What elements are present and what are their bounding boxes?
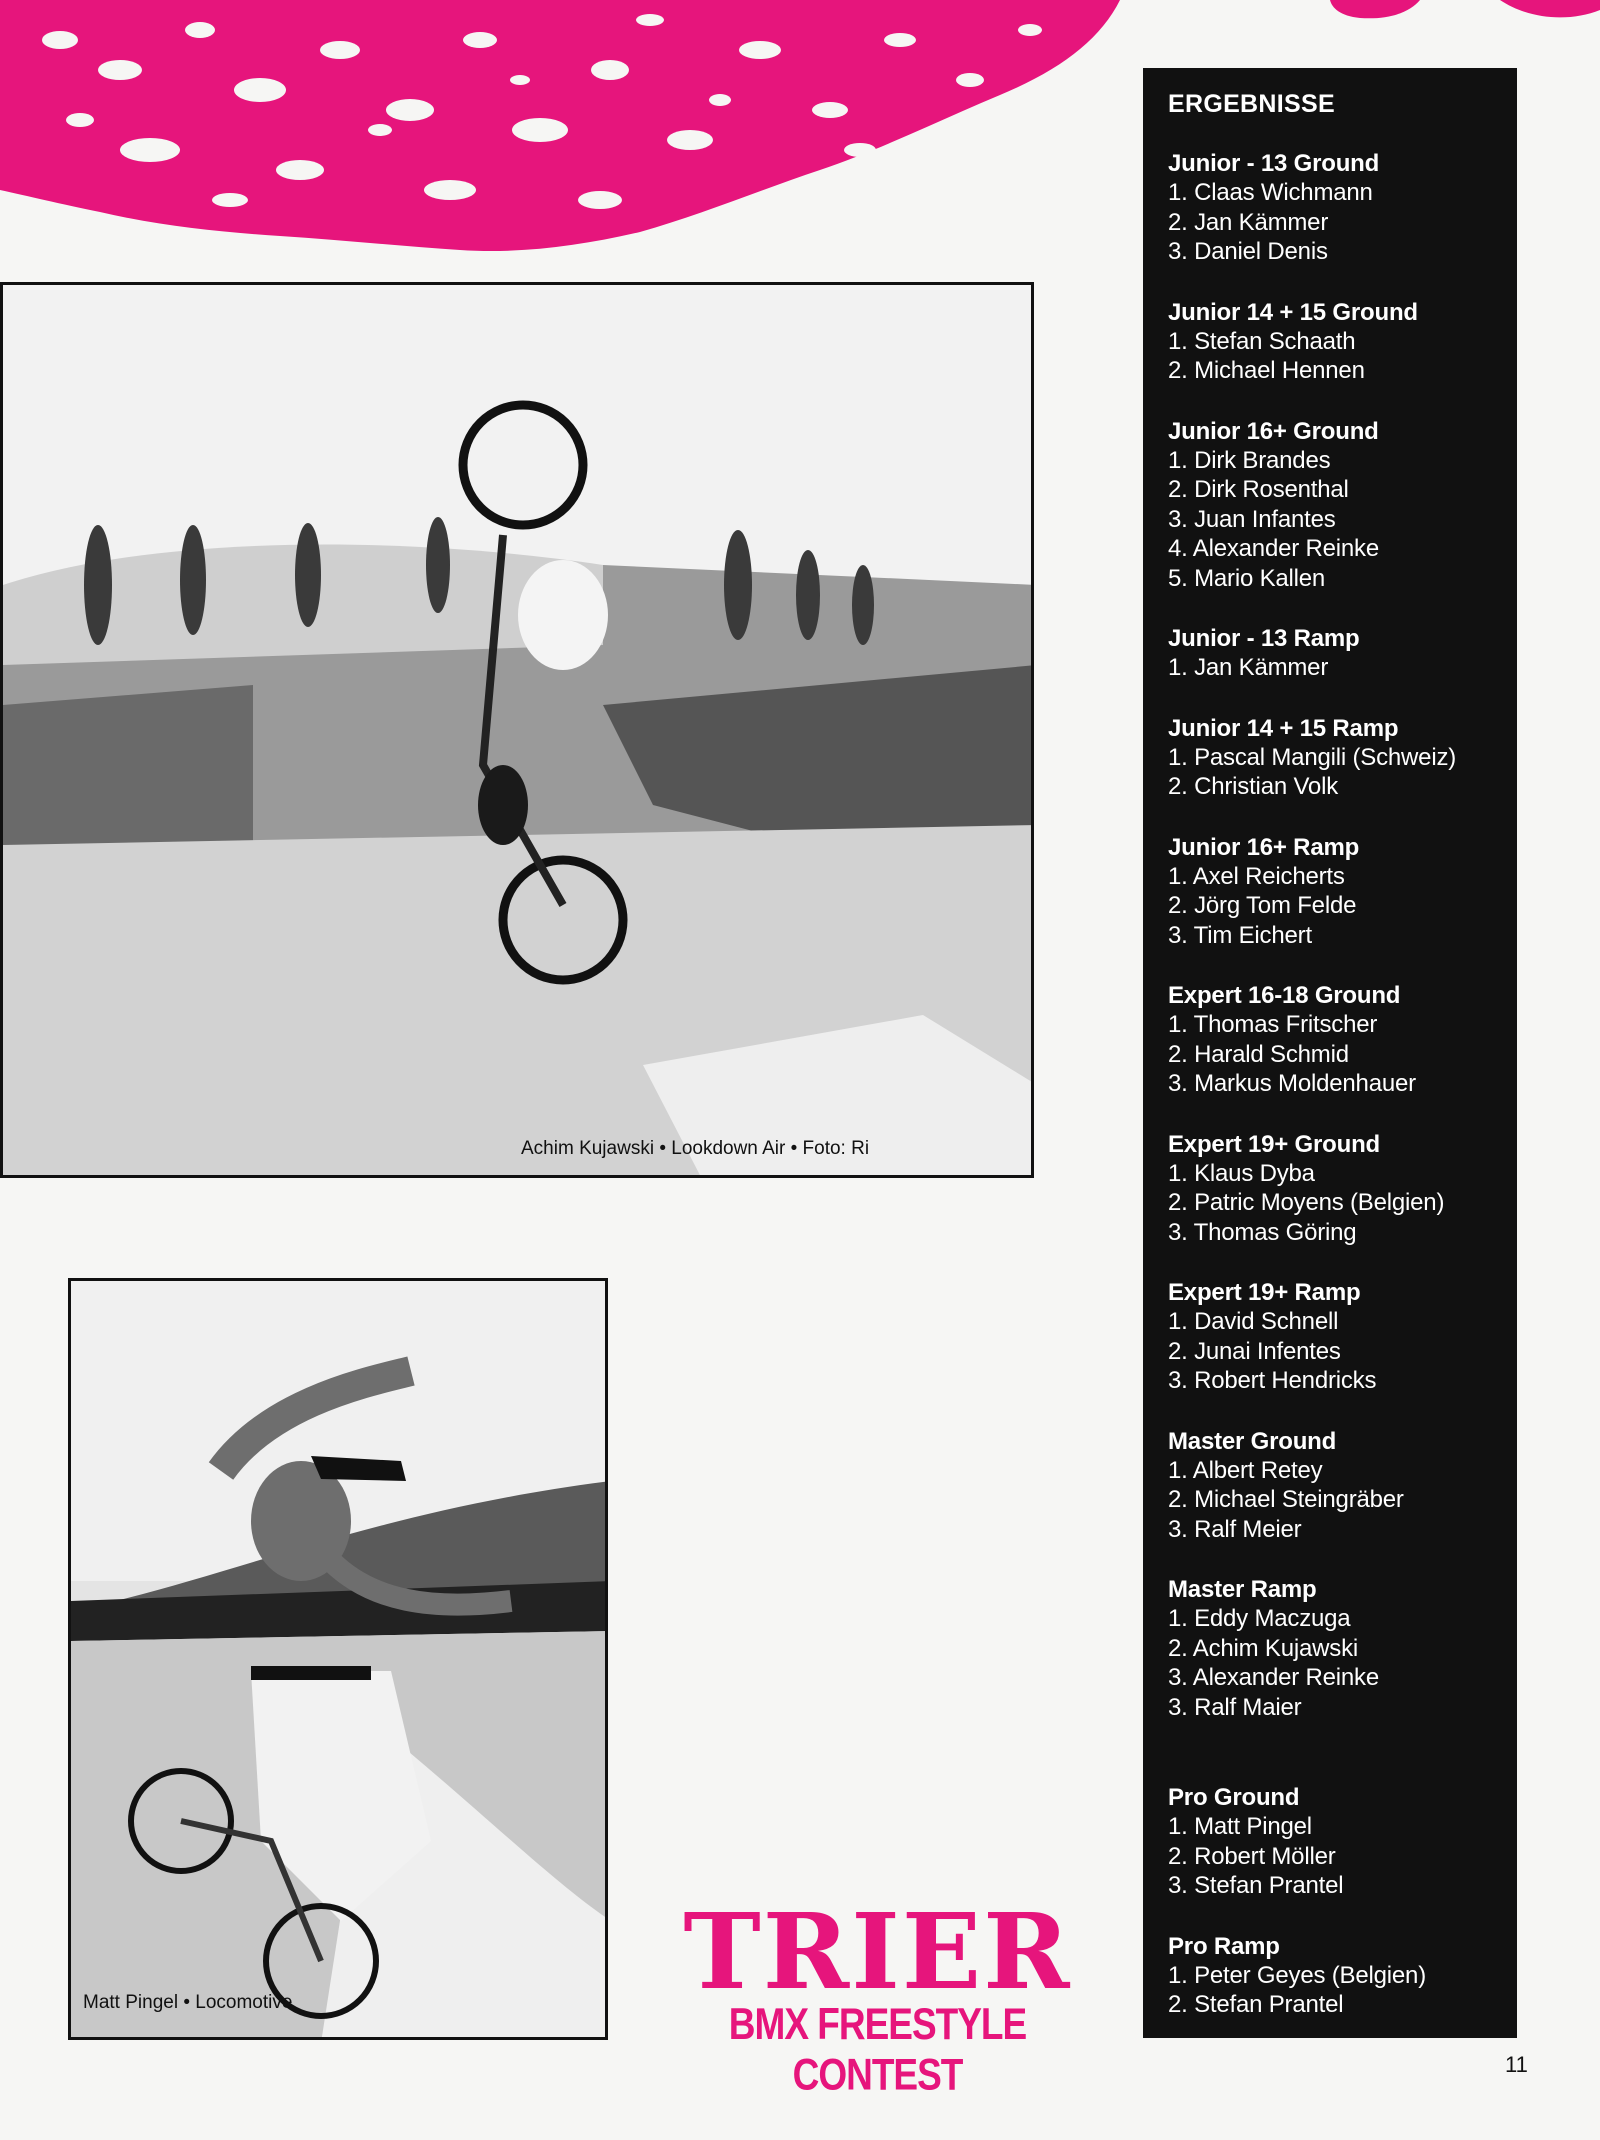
result-entry: 1. Axel Reicherts	[1168, 862, 1345, 890]
category-title: Junior - 13 Ground	[1168, 150, 1380, 177]
result-entry: 3. Stefan Prantel	[1168, 1872, 1344, 1899]
result-entry: 2. Michael Steingräber	[1168, 1486, 1404, 1513]
result-entry: 3. Markus Moldenhauer	[1168, 1070, 1416, 1097]
contest-title: TRIER	[683, 1890, 1072, 2013]
photo-illustration-2	[71, 1281, 608, 2040]
result-entry: 3. Tim Eichert	[1168, 921, 1312, 949]
result-entry: 1. Jan Kämmer	[1168, 654, 1329, 681]
result-entry: 3. Daniel Denis	[1168, 238, 1328, 265]
category-title: Expert 19+ Ground	[1168, 1130, 1380, 1158]
result-entry: 2. Christian Volk	[1168, 773, 1339, 800]
result-entry: 2. Junai Infentes	[1168, 1337, 1341, 1365]
result-entry: 1. Peter Geyes (Belgien)	[1168, 1961, 1426, 1989]
result-entry: 1. Stefan Schaath	[1168, 327, 1356, 355]
category-title: Junior 16+ Ground	[1168, 417, 1379, 445]
category-title: Pro Ramp	[1168, 1932, 1280, 1960]
result-entry: 1. Pascal Mangili (Schweiz)	[1168, 743, 1457, 771]
result-entry: 2. Robert Möller	[1168, 1842, 1336, 1870]
category-title: Pro Ground	[1168, 1784, 1300, 1811]
result-category	[1168, 417, 1517, 594]
category-title: Junior 14 + 15 Ground	[1168, 298, 1418, 326]
bottom-photo-caption: Matt Pingel • Locomotive	[83, 1992, 293, 2013]
result-category	[1168, 1932, 1517, 2020]
category-title: Master Ramp	[1168, 1576, 1317, 1603]
result-entry: 3. Thomas Göring	[1168, 1218, 1357, 1246]
result-entry: 4. Alexander Reinke	[1168, 535, 1380, 562]
result-category	[1168, 981, 1517, 1099]
result-entry: 2. Jörg Tom Felde	[1168, 892, 1357, 919]
result-entry: 2. Dirk Rosenthal	[1168, 476, 1349, 503]
result-entry: 2. Achim Kujawski	[1168, 1634, 1359, 1662]
result-category	[1168, 149, 1517, 267]
results-heading: ERGEBNISSE	[1168, 90, 1335, 118]
page-number: 11	[1505, 2052, 1528, 2077]
top-photo-caption: Achim Kujawski • Lookdown Air • Foto: Ri	[521, 1138, 870, 1159]
result-entry: 2. Stefan Prantel	[1168, 1991, 1344, 2018]
result-category	[1168, 833, 1517, 951]
result-category	[1168, 624, 1517, 683]
result-entry: 2. Harald Schmid	[1168, 1040, 1349, 1068]
result-entry: 3. Ralf Maier	[1168, 1693, 1302, 1721]
bmx-lookdown-air-photo	[0, 282, 1034, 1178]
result-category	[1168, 1278, 1517, 1396]
result-entry: 1. Klaus Dyba	[1168, 1159, 1315, 1187]
result-entry: 1. Dirk Brandes	[1168, 446, 1331, 474]
category-title: Junior 14 + 15 Ramp	[1168, 714, 1399, 742]
result-entry: 1. Claas Wichmann	[1168, 179, 1373, 206]
result-entry: 1. Albert Retey	[1168, 1456, 1323, 1484]
result-entry: 3. Juan Infantes	[1168, 505, 1336, 533]
result-category	[1168, 1130, 1517, 1248]
result-category	[1168, 298, 1517, 386]
result-entry: 1. Matt Pingel	[1168, 1813, 1312, 1840]
result-entry: 2. Michael Hennen	[1168, 357, 1365, 384]
result-category	[1168, 1783, 1517, 1901]
result-category	[1168, 1427, 1517, 1545]
category-title: Master Ground	[1168, 1427, 1337, 1455]
category-title: Junior 16+ Ramp	[1168, 833, 1360, 861]
result-entry: 3. Ralf Meier	[1168, 1515, 1302, 1543]
result-entry: 2. Jan Kämmer	[1168, 208, 1329, 236]
results-panel	[1143, 68, 1517, 2038]
result-entry: 5. Mario Kallen	[1168, 564, 1326, 592]
category-title: Expert 16-18 Ground	[1168, 982, 1401, 1009]
result-category	[1168, 714, 1517, 802]
category-title: Junior - 13 Ramp	[1168, 625, 1360, 652]
results-list	[1168, 149, 1517, 2020]
result-category	[1168, 1575, 1517, 1722]
result-entry: 3. Robert Hendricks	[1168, 1367, 1377, 1394]
result-entry: 1. Eddy Maczuga	[1168, 1605, 1351, 1632]
result-entry: 2. Patric Moyens (Belgien)	[1168, 1189, 1445, 1216]
result-entry: 1. David Schnell	[1168, 1308, 1339, 1335]
category-spacer	[1168, 1753, 1517, 1783]
result-entry: 1. Thomas Fritscher	[1168, 1011, 1378, 1038]
category-title: Expert 19+ Ramp	[1168, 1279, 1361, 1306]
result-entry: 3. Alexander Reinke	[1168, 1664, 1380, 1691]
contest-subtitle: BMX FREESTYLE CONTEST	[728, 1999, 1027, 2100]
bmx-locomotive-photo	[68, 1278, 608, 2040]
photo-illustration	[3, 285, 1034, 1178]
